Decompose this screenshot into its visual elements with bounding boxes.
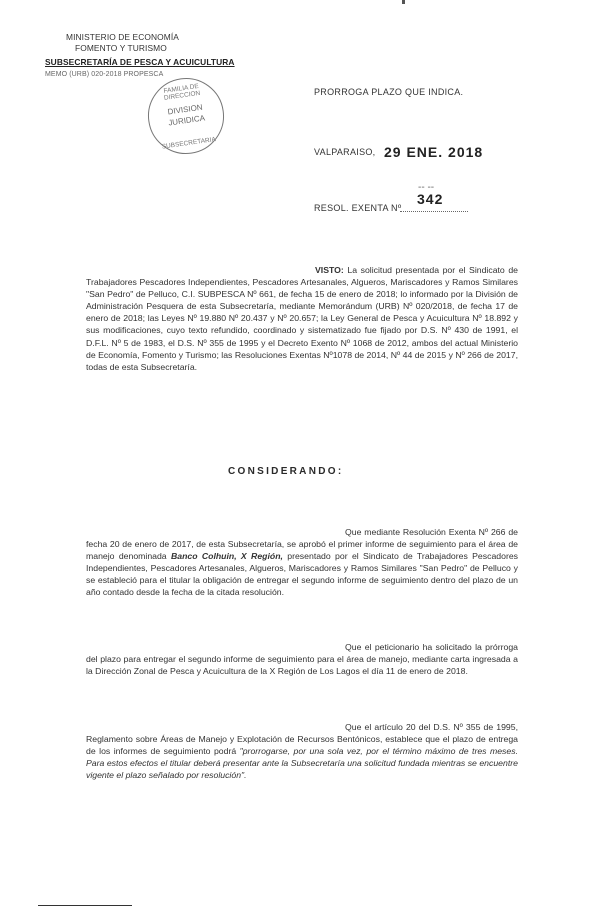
visto-text: La solicitud presentada por el Sindicato de Trabajadores Pescadores Independientes, Pescadores Artesanales, Algueros, Mariscadores y Ramos Similares "San Pedro" de Pelluco, C.I. SUBPESCA Nº 661, de fecha 15 de enero de 2018; lo informado por la División de Administración Pesquera de esta Subsecretaría, mediante Memorándum (URB) Nº 020/2018, de fecha 17 de enero de 2018; las Leyes Nº 19.880 Nº 20.437 y Nº 20.657; la Ley General de Pesca y Acuicultura Nº 18.892 y sus modificaciones, cuyo texto refundido, coordinado y sistematizado fue fijado por D.S. Nº 430 de 1991, el D.F.L. Nº 5 de 1983, el D.S. Nº 355 de 1995 y el Decreto Exento Nº 1068 de 2012, ambos del actual Ministerio de Economía, Fomento y Turismo; las Resoluciones Exentas Nº1078 de 2014, Nº 44 de 2015 y Nº 266 de 2017, todas de esta Subsecretaría. (86, 265, 518, 372)
ministry-name: MINISTERIO DE ECONOMÍA (66, 32, 179, 42)
considerando-paragraph-1 (86, 526, 518, 599)
resolution-number: 342 (417, 191, 444, 207)
number-dash-marks: -- -- (418, 182, 435, 193)
visto-paragraph (86, 264, 518, 373)
considerando-paragraph-2 (86, 641, 518, 677)
p1-area-name: Banco Colhuin, X Región, (170, 551, 283, 562)
top-edge-mark (402, 0, 405, 4)
p1-text-a: Que mediante Resolución Exenta Nº 266 de fecha 20 de enero de 2017, de esta Subsecretaría, se aprobó el primer informe de seguimiento para el área de manejo denominada (86, 527, 518, 562)
considerando-heading: CONSIDERANDO: (228, 466, 344, 477)
stamp-ring-top: FAMILIA DE DIRECCION (163, 82, 201, 102)
resolution-label: RESOL. EXENTA Nº (314, 203, 402, 213)
p2-text: Que el peticionario ha solicitado la prórroga del plazo para entregar el segundo informe de seguimiento para el área de manejo, mediante carta ingresada a la Dirección Zonal de Pesca y Acuicultura de la X Región de Los Lagos el día 11 de enero de 2018. (86, 642, 518, 677)
ministry-subtitle: FOMENTO Y TURISMO (75, 43, 167, 53)
footnote-rule (38, 905, 132, 906)
p3-quoted-text: "prorrogarse, por una sola vez, por el término máximo de tres meses. Para estos efectos el titular deberá presentar ante la Subsecretaría una solicitud fundada mientras se encuentre vigente el plazo señalado por resolución". (86, 746, 518, 781)
stamp-center-line2: JURIDICA (167, 113, 206, 128)
stamp-ring-bottom: SUBSECRETARIA (161, 136, 217, 151)
p1-text-b: presentado por el Sindicato de Trabajadores Pescadores Independientes, Pescadores Artesanales, Algueros, Mariscadores y Ramos Similares "San Pedro" de Pelluco y se estableció para el titular la obligación de entregar el segundo informe de seguimiento dentro del plazo de un año contado desde la fecha de la citada resolución. (86, 551, 519, 598)
visto-label: VISTO: (315, 265, 344, 275)
memo-reference: MEMO (URB) 020-2018 PROPESCA (45, 71, 164, 78)
document-subject: PRORROGA PLAZO QUE INDICA. (314, 87, 464, 97)
legal-division-stamp (143, 73, 229, 159)
undersecretariat-name: SUBSECRETARÍA DE PESCA Y ACUICULTURA (45, 57, 235, 67)
resolution-date: 29 ENE. 2018 (384, 144, 484, 160)
considerando-paragraph-3 (86, 721, 518, 781)
resolution-number-line (400, 211, 468, 212)
place-label: VALPARAISO, (314, 147, 376, 157)
stamp-center-line1: DIVISION (167, 102, 204, 117)
p3-text-a: Que el artículo 20 del D.S. Nº 355 de 1995, Reglamento sobre Áreas de Manejo y Explotación de Recursos Bentónicos, establece que el plazo de entrega de los informes de seguimiento podrá (86, 722, 518, 757)
